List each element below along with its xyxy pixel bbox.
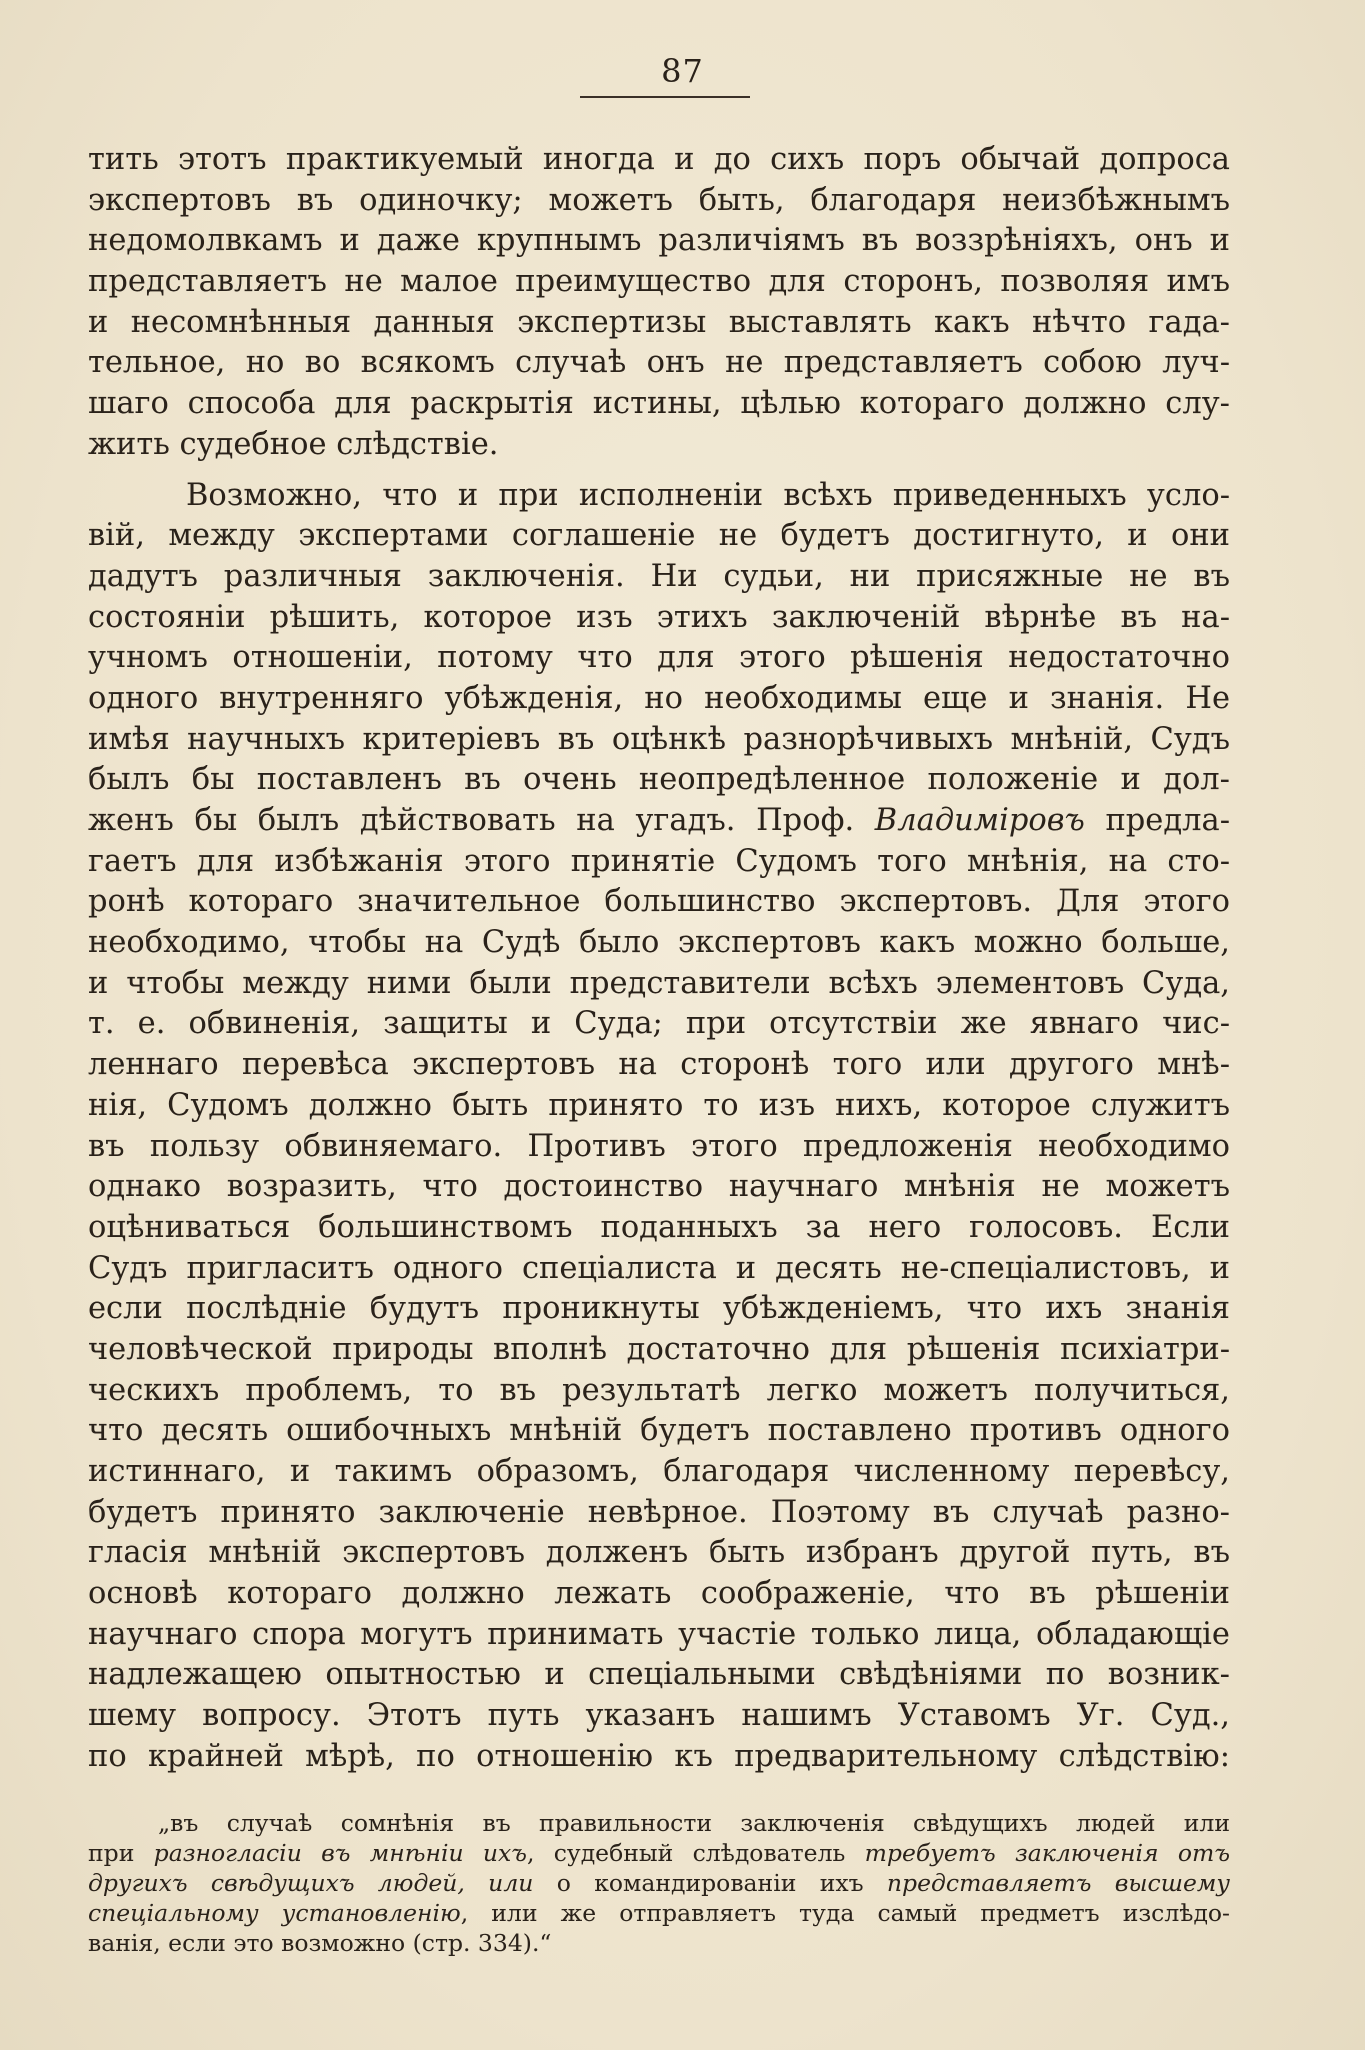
footnote-line: при разногласіи въ мнѣніи ихъ, судебный слѣдователь требуетъ заключенія отъ <box>88 1839 1230 1867</box>
text-line: учномъ отношеніи, потому что для этого рѣшенія недостаточно <box>88 640 1230 676</box>
text-line: истиннаго, и такимъ образомъ, благодаря численному перевѣсу, <box>88 1454 1230 1489</box>
text-line: состояніи рѣшить, которое изъ этихъ заключеній вѣрнѣе въ на- <box>88 599 1230 635</box>
footnote-quote <box>88 1808 1230 1958</box>
text-line: вій, между экспертами соглашеніе не будетъ достигнуто, и они <box>88 518 1230 554</box>
paragraph-1 <box>88 140 1230 466</box>
text-line: въ пользу обвиняемаго. Противъ этого предложенія необходимо <box>88 1128 1230 1164</box>
footnote-line: ванія, если это возможно (стр. 334).“ <box>88 1929 552 1957</box>
header-rule <box>580 96 750 98</box>
text-line: по крайней мѣрѣ, по отношенію къ предварительному слѣдствію: <box>88 1738 1230 1774</box>
italic-phrase: Владиміровъ <box>874 803 1085 838</box>
text-line: оцѣниваться большинствомъ поданныхъ за него голосовъ. Если <box>88 1209 1230 1245</box>
footnote-line: „въ случаѣ сомнѣнія въ правильности заключенія свѣдущихъ людей или <box>158 1809 1230 1837</box>
italic-phrase: требуетъ заключенія отъ <box>864 1839 1230 1867</box>
text-line: былъ бы поставленъ въ очень неопредѣленное положеніе и дол- <box>88 762 1230 798</box>
text-line: нія, Судомъ должно быть принято то изъ нихъ, которое служитъ <box>88 1087 1230 1123</box>
italic-phrase: разногласіи въ мнѣніи ихъ <box>153 1839 527 1867</box>
text-line: Судъ пригласитъ одного спеціалиста и десять не-спеціалистовъ, и <box>88 1250 1230 1286</box>
text-line: и чтобы между ними были представители всѣхъ элементовъ Суда, <box>88 965 1230 1001</box>
text-line: шаго способа для раскрытія истины, цѣлью котораго должно слу- <box>88 386 1230 422</box>
text-line: гласія мнѣній экспертовъ долженъ быть избранъ другой путь, въ <box>88 1535 1230 1571</box>
text-line: леннаго перевѣса экспертовъ на сторонѣ того или другого мнѣ- <box>88 1047 1230 1083</box>
text-line: недомолвкамъ и даже крупнымъ различіямъ въ воззрѣніяхъ, онъ и <box>88 223 1230 259</box>
text-line: ронѣ котораго значительное большинство экспертовъ. Для этого <box>88 884 1230 920</box>
page-number: 87 <box>661 52 704 90</box>
text-line: тельное, но во всякомъ случаѣ онъ не представляетъ собою луч- <box>88 345 1230 381</box>
italic-phrase: представляетъ высшему <box>886 1869 1230 1897</box>
text-line: однако возразить, что достоинство научнаго мнѣнія не можетъ <box>88 1169 1230 1205</box>
text-line-with-italic: женъ бы былъ дѣйствовать на угадъ. Проф. Владиміровъ предла- <box>88 803 1230 838</box>
text-line: надлежащею опытностью и спеціальными свѣдѣніями по возник- <box>88 1657 1230 1693</box>
text-line: имѣя научныхъ критеріевъ въ оцѣнкѣ разнорѣчивыхъ мнѣній, Судъ <box>88 721 1230 757</box>
text-line: тить этотъ практикуемый иногда и до сихъ поръ обычай допроса <box>88 142 1230 177</box>
text-line: т. е. обвиненія, защиты и Суда; при отсутствіи же явнаго чис- <box>88 1006 1230 1042</box>
footnote-line: спеціальному установленію, или же отправляетъ туда самый предметъ изслѣдо- <box>88 1899 1230 1927</box>
paragraph-2 <box>88 476 1230 1778</box>
text-line: Возможно, что и при исполненіи всѣхъ приведенныхъ усло- <box>186 477 1230 513</box>
text-line: научнаго спора могутъ принимать участіе только лица, обладающіе <box>88 1616 1230 1652</box>
italic-phrase: спеціальному установленію <box>88 1899 461 1927</box>
text-line: человѣческой природы вполнѣ достаточно для рѣшенія психіатри- <box>88 1331 1230 1367</box>
text-line: если послѣдніе будутъ проникнуты убѣжденіемъ, что ихъ знанія <box>88 1291 1230 1327</box>
text-line: представляетъ не малое преимущество для сторонъ, позволяя имъ <box>88 264 1230 300</box>
text-line: что десять ошибочныхъ мнѣній будетъ поставлено противъ одного <box>88 1413 1230 1449</box>
paragraph-gap <box>88 466 1230 476</box>
text-line: гаетъ для избѣжанія этого принятіе Судомъ того мнѣнія, на сто- <box>88 843 1230 879</box>
text-line: дадутъ различныя заключенія. Ни судьи, ни присяжные не въ <box>88 558 1230 594</box>
body-text <box>88 140 1230 1778</box>
text-line: необходимо, чтобы на Судѣ было экспертовъ какъ можно больше, <box>88 925 1230 961</box>
footnote-line: другихъ свѣдущихъ людей, или о командированіи ихъ представляетъ высшему <box>88 1869 1230 1897</box>
italic-phrase: другихъ свѣдущихъ людей, или <box>88 1869 534 1897</box>
text-line: основѣ котораго должно лежать соображеніе, что въ рѣшеніи <box>88 1576 1230 1612</box>
text-line: и несомнѣнныя данныя экспертизы выставлять какъ нѣчто гада- <box>88 304 1230 340</box>
text-line: одного внутренняго убѣжденія, но необходимы еще и знанія. Не <box>88 680 1230 716</box>
text-line: ческихъ проблемъ, то въ результатѣ легко можетъ получиться, <box>88 1372 1230 1408</box>
text-line: экспертовъ въ одиночку; можетъ быть, благодаря неизбѣжнымъ <box>88 182 1230 218</box>
text-line: шему вопросу. Этотъ путь указанъ нашимъ Уставомъ Уг. Суд., <box>88 1698 1230 1734</box>
text-line: жить судебное слѣдствіе. <box>88 426 499 462</box>
text-line: будетъ принято заключеніе невѣрное. Поэтому въ случаѣ разно- <box>88 1494 1230 1530</box>
